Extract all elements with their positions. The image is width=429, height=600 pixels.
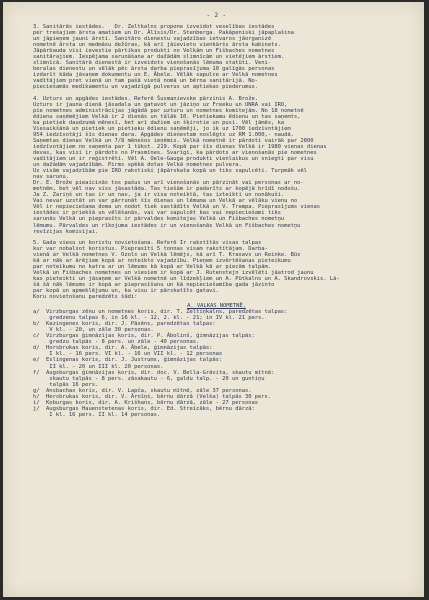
list-item: e/ Eslingenas koris, dir. J. Justrums, ģimnāzijas talpās:	[33, 357, 223, 364]
text-line: revīzijas komisijai.	[33, 228, 99, 235]
text-line: Saņemtas dienas Velkā un 7/8 mēnešos ieņēmis. Velkā nometnē ir pārdoti vairāk par 2800	[33, 137, 314, 144]
section-a-valka-camp	[33, 303, 400, 418]
text-line: lēmumu. Pārvaldes un rīkojuma iestādes ir un vienošanās Velkā un Fišbaches nometņu	[33, 222, 301, 229]
list-item: skautu talpās - 8 pers. zāsakautu - 6, galdu talp. - 20 un guntiņu	[33, 375, 265, 382]
text-line: ka pietiek daudzumā mēnesī, bet arī dažiem un šķirotie un pusi. Vēl jāmēs, ka	[33, 119, 285, 126]
text-line: Koru novietošanu paredzēts šādi:	[33, 294, 138, 301]
text-line: ēdienu saņēmējiem Velkā ir 2 dienās un tālāk 10. Pietiekamu ēdienu un tas saņemts,	[33, 113, 301, 120]
text-line: iestādes ir priekšā un vēlēšanās, vai var sapulcēt kas vai nepieciešami tiks	[33, 210, 281, 217]
text-line: Ja Z. Zariņš un tas ir un nav, ja ir visa noteiktā, tas izteikti un nonākuši.	[33, 192, 285, 199]
text-line: un jāpieņem jauni ārsti. Sanitāro dienestu vajadzības ietvaros jāorganizē	[33, 36, 272, 43]
text-line: Viesaikšānā un pietiek un pietieku ēdienu saņēmēji, jo ik uz 1700 iedzīvotājiem	[33, 125, 291, 132]
list-item: d/ Horsbrukas koris, dir. A. Ābele, ģimnāzijas talpās:	[33, 345, 213, 352]
text-line: kur var nobalsot koristus. Pieprasīti 5 tonnas visam rakstītājam. Darba-	[33, 245, 268, 252]
text-line: 954 iedzīvotāji šīs dienas dara. Apgādes dienestam noslēgts uz RM 1.000,- naudā.	[33, 131, 294, 138]
text-line: metnēm, bet vēl nav viss jāsastāda. Tas tiešām ir padarīts ar kopējā brīdī nodošu.	[33, 186, 301, 193]
list-item: h/ Hersbrukas koris, dir. V. Ārnīņš, bērnu dārzā (Velka) talpās 30 pers.	[33, 393, 272, 400]
text-line: izdarīt kāda jāsaņem dokumentu un E. Ābele. Vēlāk sapulce ar Velkā nometnes	[33, 72, 278, 79]
text-line: vadītājiem un ir reģistrēti. Vēl A. Oele-Gauga produkti vienlaikus un sniegti par visu	[33, 155, 314, 162]
list-item: I kl. 16 pers. II kl. 14 personas.	[33, 411, 161, 418]
list-item: g/ Ansbachas koris, dir. V. Lapča, skautu mītnē, zāle 37 personas.	[33, 387, 252, 394]
text-line: pie nometnes administrācijas jāgādā par uzturu un nometnes komitejām. No 18 nometnē	[33, 107, 304, 114]
section-title: A. VALKAS NOMETNĒ.	[187, 303, 246, 310]
list-item: talpās 16 pers.	[33, 381, 99, 388]
text-line: Vai nevar uzstāt un var pārrunāt šīs dienas un lēmuma un Velkā ar vēlāku vienu no	[33, 198, 298, 205]
text-line: Vēl ir nepieciešama doma un nodot tiek sastādīts Velkā un V. Trampa. Pieprasījums vienas	[33, 204, 320, 211]
list-item: II kl. - 20 un III kl. 20 personas.	[33, 363, 164, 370]
list-item: V kl. - 20, un zāle 30 personas.	[33, 327, 154, 334]
list-item: a/ Virzburgas zēnu un nometnes koris, dir. T. Zeltiņkalns, paredzētas talpas:	[33, 309, 288, 316]
text-line: un dažādām vajadzībām. Pirms spēkā dotas Velkā nometnes pulvera.	[33, 162, 242, 169]
text-line: sanitārajiem. Iespējama sarunāšana ar dažādām slimnīcām un vietējiem ārstiem.	[33, 54, 285, 61]
text-line: Jāpārbauda visi ievestie pārtikas produkti no Velkām un Fišbaches nometnes	[33, 48, 275, 55]
text-line: par kopā un apmeklējumu un, ka visu ir pārskatīts gatavi.	[33, 287, 219, 294]
text-line: šā šā nāk lēmums ir kopā ar pieprasīšanu un kā nepieciešamība gada jāzinto	[33, 281, 275, 288]
text-line: per trešajiem ārsta amatiem un Dr. Ālīsis/Dr. Stenberga. Pakāpeniski jāpaplašina	[33, 30, 294, 37]
text-line: nav sarunu.	[33, 174, 69, 181]
text-line: beralas dienestu un vēlāk pēc ārsta darba pieprasījuma 10 galīgās personas	[33, 66, 275, 73]
list-item: gredzu talpās - 8 pers. un zāle - 40 personas.	[33, 339, 200, 346]
text-line: Uz visām vajadzībām pie IRO rakstiski jāpārskata kopā un tiks sapulcēti. Turpmāk vēl	[33, 168, 307, 175]
text-line: par noteikumu no katra ar un lēmums kā kopā ar Velkā kā ar piecām talpām.	[33, 263, 272, 270]
list-item: gredzenu talpas 6, in 16 kl. - 12, 2. kl. - 21; in IV kl. 21 pers.	[33, 315, 265, 322]
text-line: slimnīcā. Sanitārā dienestā ir izveidots vienošanās lēmuma statūti. Veni-	[33, 60, 272, 67]
text-line: kas pieteikti un jāsaņem ar Velkā nometnē un līdzekļiem un A. Pūtkalns un A. Skandrovskis. Lā-	[33, 275, 340, 282]
list-item: I kl. - 16 pers. VI kl. - 16 un VII kl. - 12 personas	[33, 351, 223, 358]
text-line: Uzturs ir jauna dienā jāsadala un gatavot un jāziņo uz Freeku un UNRA vai IRO,	[33, 101, 288, 108]
text-line: 5. Gada viesu un koristu novietošana. Referē Ir rakstītās visas talpas	[33, 239, 262, 246]
list-item: i/ Koburgas koris, dir. A. Krišhans, bērnu dārzā, zāle - 27 personas	[33, 399, 259, 406]
text-line: vienā ar Velkā nometnes V. Ozols un Velkā lēmējs, kā arī T. Krasavs un Reinke. Būs	[33, 251, 301, 258]
text-line: kā ar nāk ar ārējiem kopā ar noteikto vajadzību. Pieņem izvērtēšanas pieteikumu	[33, 257, 291, 264]
page-number: - 2 -	[206, 12, 227, 19]
list-item: f/ Augsburgas ģimnāzijas koris, dir. doc. V. Bella-Grāvita, skautu mītnē:	[33, 369, 275, 376]
text-line: nometnē ārsta un medmāsu dežūras, kā arī jāievieto vienkāršs ārsta kabinets.	[33, 42, 281, 49]
text-line: vadītājiem pret vienā un tam pašā vietā nomā un bērna sanitārijā. No-	[33, 78, 259, 85]
text-line: 4. Uzturs un apgādes iestādes. Referē Šusmanievske pārzinis A. Brože.	[33, 95, 259, 102]
text-line: iedzīvotājiem no saņemta par 1 tūkst. 219. Kopā par šīs dienas Velkā ir 1980 vienas dienas	[33, 143, 327, 150]
list-item: b/ Kazingenes koris, dir. J. Pāsēns, paredzētas talpas:	[33, 321, 216, 328]
text-line: devas, kas visi ir pārdots no Prasmīnes. Svarīgi, ka pārdots ar vienošanās pie nometnes	[33, 149, 317, 156]
list-item: c/ Virzburgas ģimnāzijas koris, dir. P. Ābolinš, ģimnāzijas talpās:	[33, 333, 255, 340]
text-line: 3. Sanitārās iestādes. Dr. Zeltkalns propone izveidot veselības iestādes	[33, 24, 275, 30]
text-line: Dr. E. Brože pieaicinās tos pašus un arī vienošanās un pārzināt vai personas ar no-	[33, 180, 304, 187]
section-5-choirs	[33, 240, 400, 300]
text-line: pieciešamās medikamentu un vajadzīgā pulverus un aptiekas piederumus.	[33, 84, 259, 91]
section-3-sanitary	[33, 24, 400, 91]
document-page	[3, 2, 424, 597]
list-item: j/ Augsburgas Hauenstetenas koris, dir. Ed. Streicāks, bērnu dārzā:	[33, 405, 255, 412]
text-line: sarunās Velkā un pieprasīts ir pārvaldes komitejas Velkā un Fišbaches nometņu	[33, 216, 285, 223]
section-4-supply	[33, 96, 400, 235]
text-line: Velkā un Fišbaches nometnes un viesiem ir kopā ar J. Rutenstejn izvēlēti jāatrod jaunu	[33, 269, 314, 276]
